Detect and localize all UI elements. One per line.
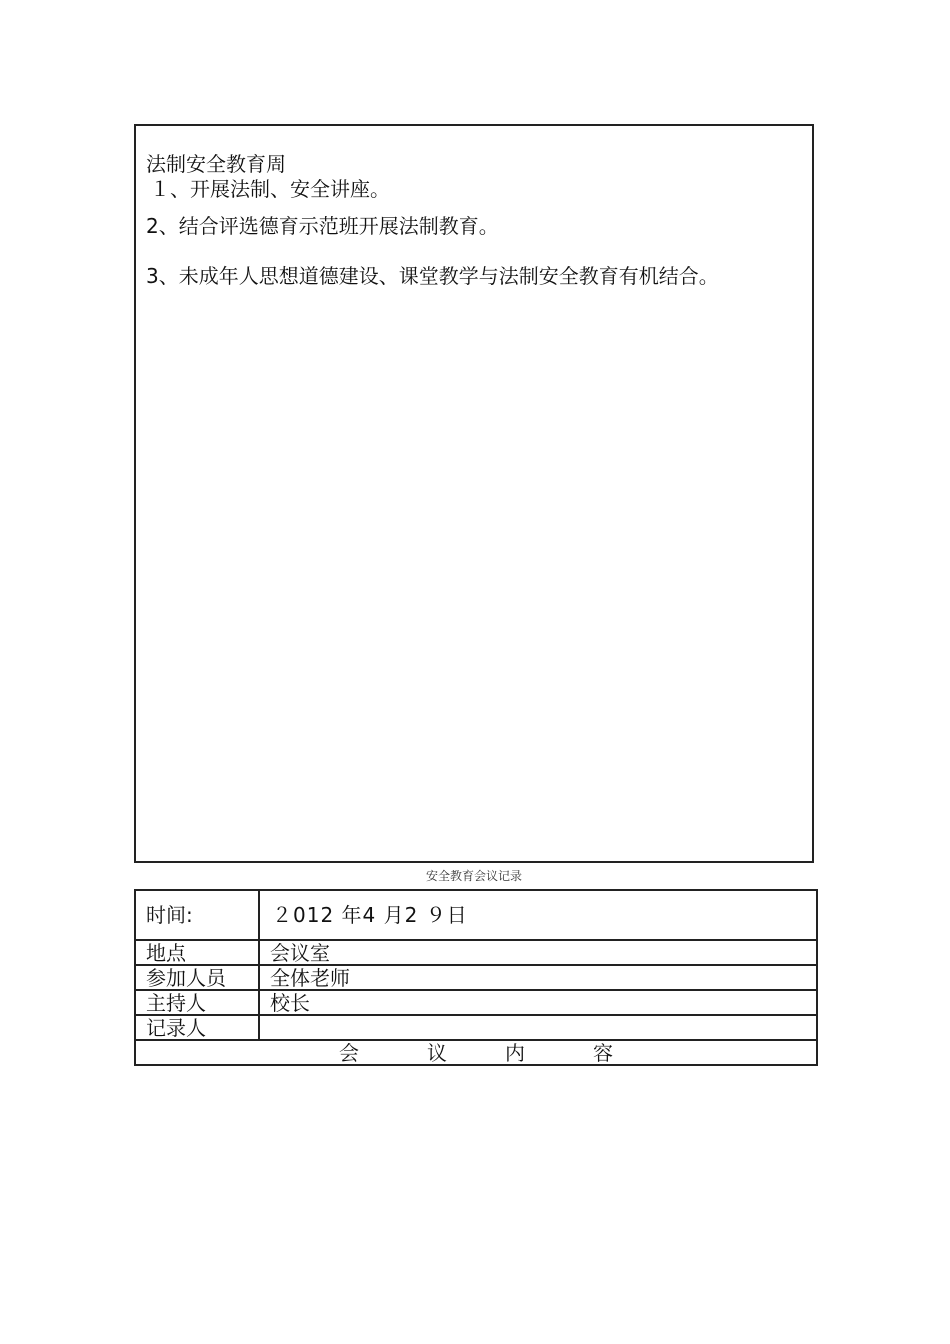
table-row-host [135, 990, 817, 1015]
content-heading: 法制安全教育周 [146, 152, 286, 176]
banner-char-4: 容 [593, 1040, 613, 1065]
recorder-value [259, 1015, 817, 1040]
meeting-record-table [134, 889, 818, 1066]
table-row-banner [135, 1040, 817, 1065]
host-label: 主持人 [135, 990, 259, 1015]
content-item-3: 3、未成年人思想道德建设、课堂教学与法制安全教育有机结合。 [146, 264, 719, 288]
table-row-time [135, 890, 817, 940]
place-value: 会议室 [259, 940, 817, 965]
banner-char-2: 议 [427, 1040, 447, 1065]
attendees-value: 全体老师 [259, 965, 817, 990]
banner-char-3: 内 [505, 1040, 525, 1065]
time-label: 时间: [135, 890, 259, 940]
table-row-recorder [135, 1015, 817, 1040]
content-item-1: １、开展法制、安全讲座。 [150, 177, 390, 201]
banner-char-1: 会 [339, 1040, 359, 1065]
meeting-content-box [134, 124, 814, 863]
attendees-label: 参加人员 [135, 965, 259, 990]
recorder-label: 记录人 [135, 1015, 259, 1040]
table-row-place [135, 940, 817, 965]
table-row-attendees [135, 965, 817, 990]
record-caption: 安全教育会议记录 [425, 869, 522, 883]
content-item-2: 2、结合评选德育示范班开展法制教育。 [146, 214, 499, 238]
time-value: ２012 年4 月2 ９日 [259, 890, 817, 940]
host-value: 校长 [259, 990, 817, 1015]
meeting-content-banner [135, 1040, 817, 1065]
place-label: 地点 [135, 940, 259, 965]
